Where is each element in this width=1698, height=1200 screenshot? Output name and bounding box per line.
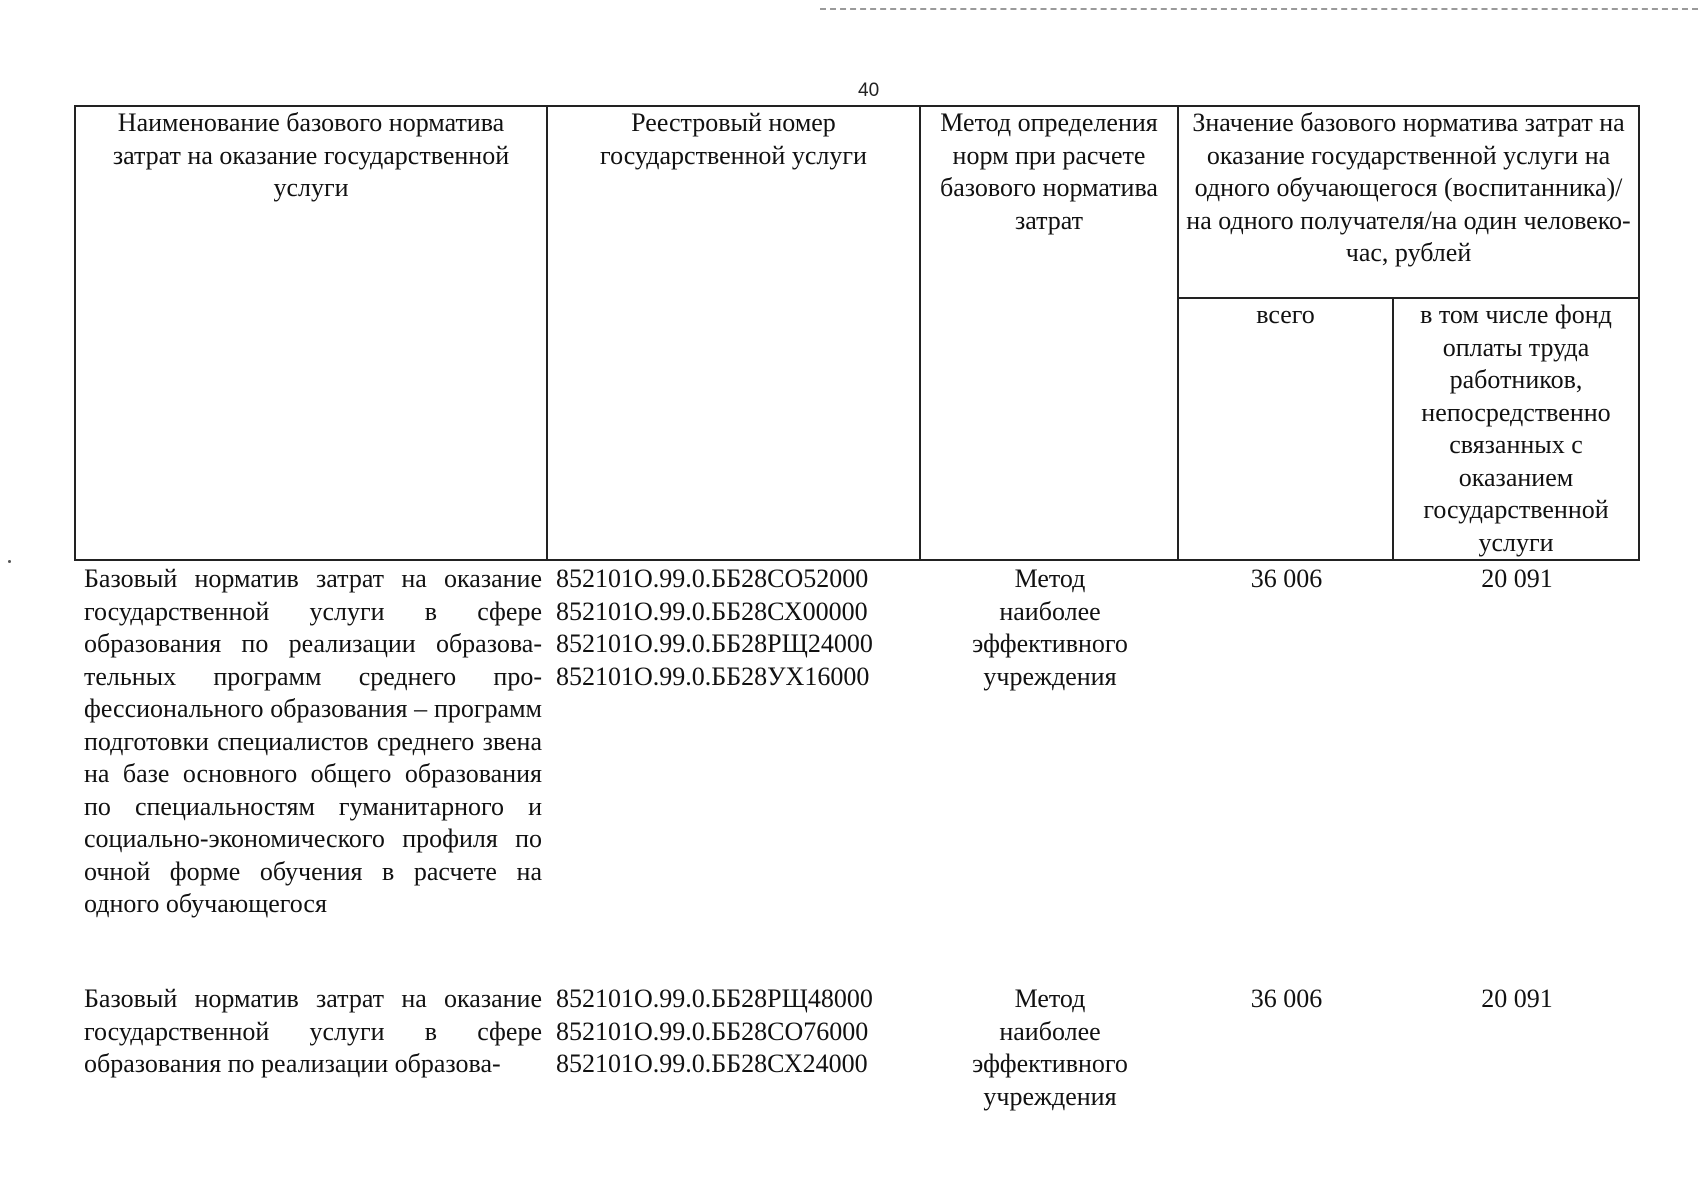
header-method-cell	[921, 105, 1179, 561]
row-2-code: 852101О.99.0.ББ28РЩ48000	[556, 984, 873, 1013]
header-name-cell	[74, 105, 548, 561]
row-2-name: Базовый норматив затрат на оказание государственной услуги в сфере образования по реализации образова-	[84, 984, 542, 1078]
row-1-code: 852101О.99.0.ББ28УХ16000	[556, 661, 870, 691]
scan-dashed-line	[820, 8, 1698, 10]
row-1-method: Метод наиболее эффективного учреждения	[972, 564, 1128, 691]
header-value-cell	[1179, 105, 1640, 299]
header-fund-cell	[1394, 299, 1640, 561]
header-method-label: Метод определения норм при расчете базового норматива затрат	[940, 108, 1158, 235]
header-total-label: всего	[1256, 300, 1315, 329]
row-2-total: 36 006	[1250, 984, 1323, 1013]
row-1-name: Базовый норматив затрат на оказание государственной услуги в сфере образования по реализации образовательных программ среднего профессионального образования – программ подготовки специалистов среднего звена на базе основного общего образования по специальностям гуманитарного и социально-экономического профиля по очной форме обучения в расчете на одного обучающегося	[84, 564, 542, 918]
header-value-label: Значение базового норматива затрат на оказание государственной услуги на одного обучающегося (воспитанника)/на одного получателя/на один человеко-час, рублей	[1186, 108, 1631, 267]
row-2-method: Метод наиболее эффективного учреждения	[972, 984, 1128, 1111]
row-2-codes	[556, 983, 926, 1081]
row-1-codes	[556, 563, 926, 693]
row-1-fund: 20 091	[1481, 564, 1553, 593]
row-2-fund: 20 091	[1481, 984, 1553, 1013]
header-fund-label: в том числе фонд оплаты труда работников, непосредственно связанных с оказанием государственной услуги	[1420, 300, 1612, 557]
header-registry-cell	[548, 105, 921, 561]
header-name-label: Наименование базового норматива затрат на оказание государственной услуги	[112, 108, 510, 202]
header-registry-label: Реестровый номер государственной услуги	[600, 108, 867, 170]
row-1-code: 852101О.99.0.ББ28РЩ24000	[556, 629, 873, 658]
scan-speck	[8, 560, 11, 563]
row-2-code: 852101О.99.0.ББ28СО76000	[556, 1016, 869, 1046]
header-total-cell	[1179, 299, 1394, 561]
row-1-total: 36 006	[1250, 564, 1323, 593]
page-number: 40	[858, 80, 880, 101]
row-1-code: 852101О.99.0.ББ28СО52000	[556, 564, 869, 593]
row-2-code: 852101О.99.0.ББ28СХ24000	[556, 1049, 868, 1078]
row-1-code: 852101О.99.0.ББ28СХ00000	[556, 596, 868, 626]
